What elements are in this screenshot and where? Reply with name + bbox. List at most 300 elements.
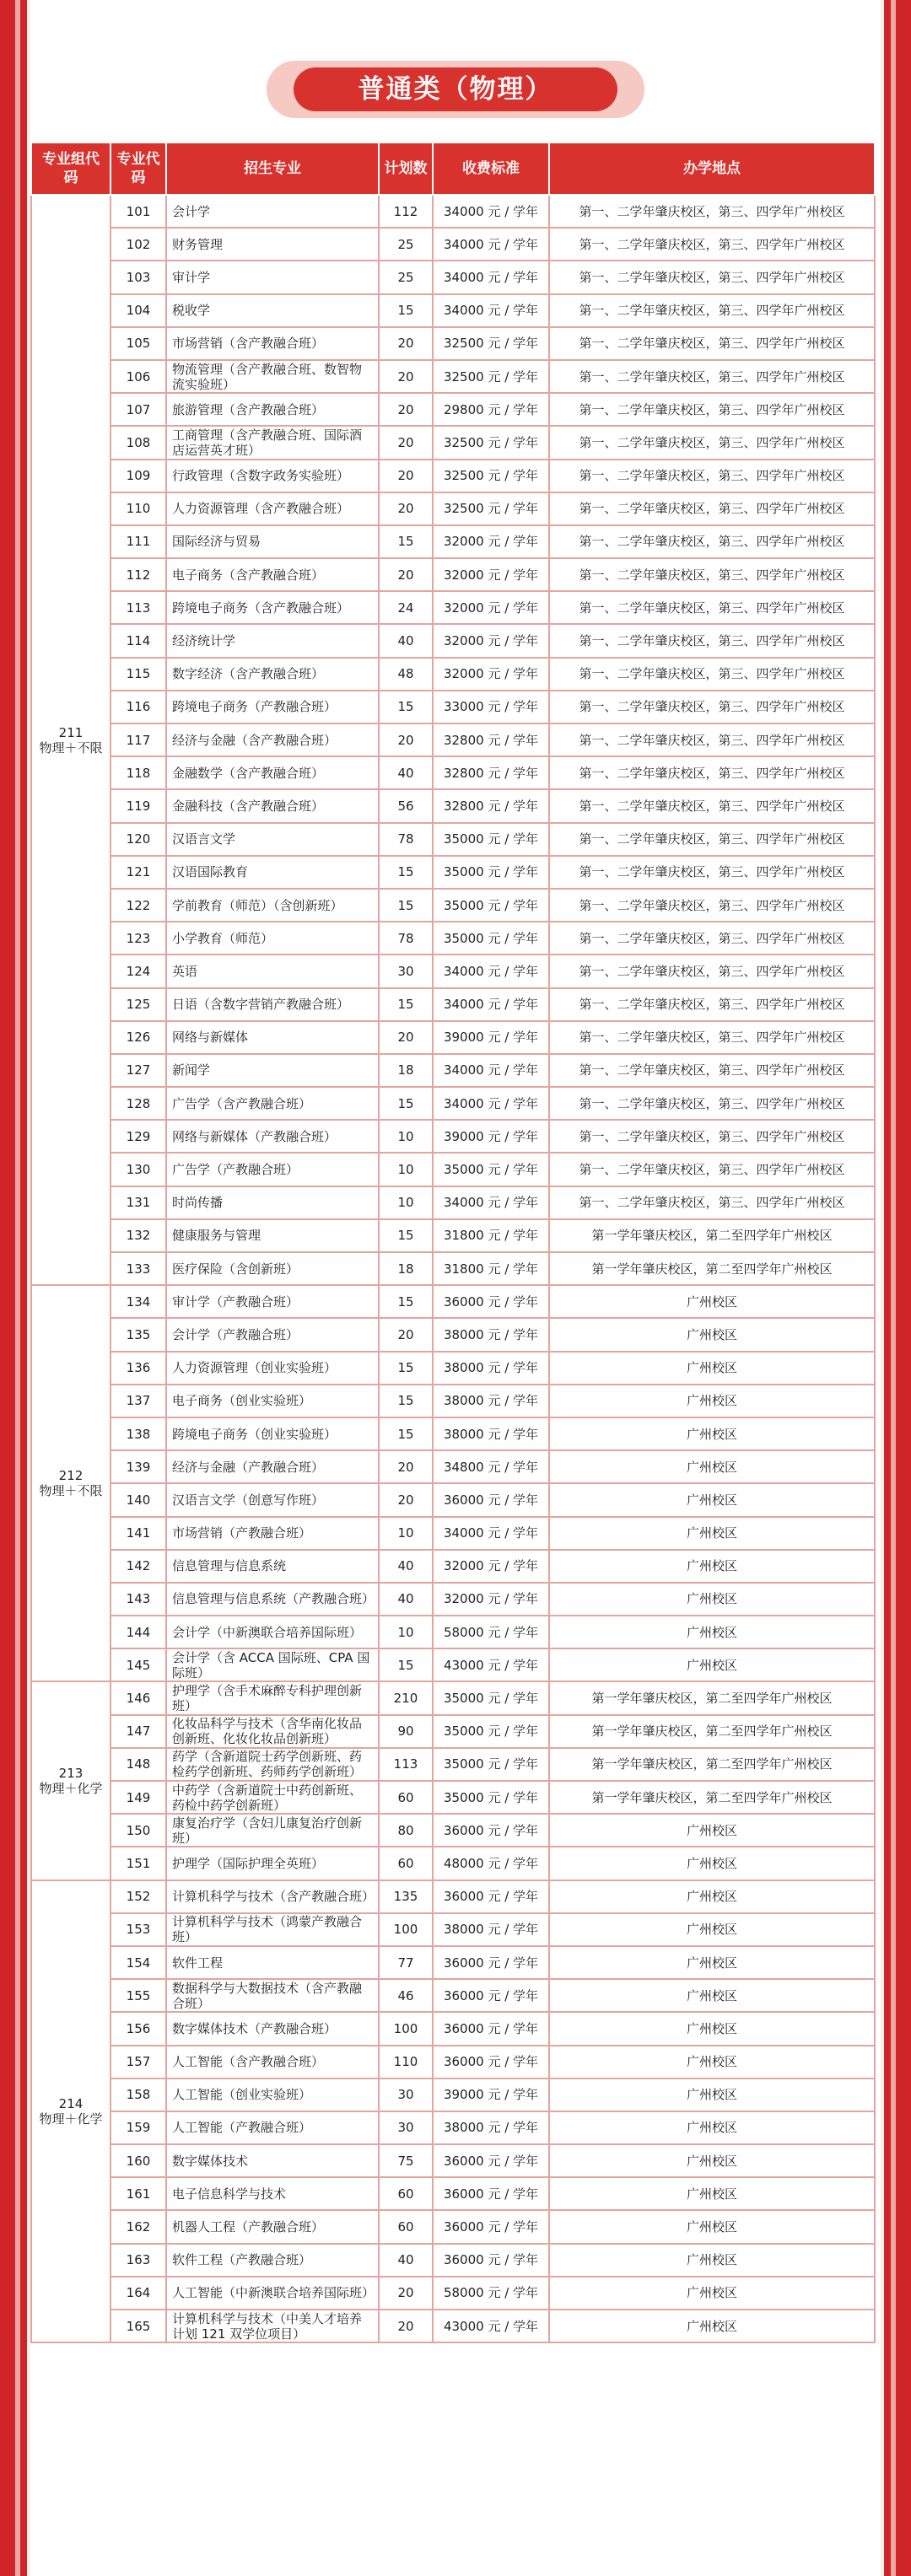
- right-border-decoration: [884, 0, 911, 2576]
- plan-cell: 112: [379, 195, 433, 228]
- fee-cell: 33000 元 / 学年: [433, 691, 549, 723]
- major-name-cell: 电子商务（创业实验班）: [166, 1385, 379, 1417]
- location-cell: 广州校区: [549, 2111, 875, 2144]
- group-cell: [31, 1880, 111, 2343]
- major-name-cell: 软件工程: [166, 1946, 379, 1979]
- plan-cell: 56: [379, 789, 433, 822]
- fee-cell: 35000 元 / 学年: [433, 1153, 549, 1186]
- major-code-cell: 153: [111, 1913, 166, 1946]
- major-code-cell: 114: [111, 624, 166, 657]
- header-fee: 收费标准: [433, 143, 549, 195]
- table-row: [31, 1616, 875, 1648]
- plan-cell: 20: [379, 426, 433, 459]
- title-banner: [267, 61, 644, 118]
- location-cell: 广州校区: [549, 2177, 875, 2210]
- table-row: [31, 1583, 875, 1616]
- location-cell: 广州校区: [549, 1550, 875, 1583]
- table-row: [31, 1946, 875, 1979]
- fee-cell: 32000 元 / 学年: [433, 624, 549, 657]
- plan-cell: 15: [379, 1219, 433, 1252]
- location-cell: 第一、二学年肇庆校区，第三、四学年广州校区: [549, 195, 875, 228]
- fee-cell: 29800 元 / 学年: [433, 393, 549, 426]
- major-code-cell: 150: [111, 1814, 166, 1847]
- major-name-cell: 信息管理与信息系统（产教融合班）: [166, 1583, 379, 1616]
- location-cell: 第一、二学年肇庆校区，第三、四学年广州校区: [549, 492, 875, 525]
- major-name-cell: 护理学（国际护理全英班）: [166, 1847, 379, 1880]
- table-row: [31, 789, 875, 822]
- major-name-cell: 数字媒体技术（产教融合班）: [166, 2012, 379, 2045]
- major-code-cell: 123: [111, 922, 166, 955]
- table-row: [31, 1120, 875, 1153]
- plan-cell: 100: [379, 2012, 433, 2045]
- location-cell: 第一、二学年肇庆校区，第三、四学年广州校区: [549, 1021, 875, 1054]
- location-cell: 第一、二学年肇庆校区，第三、四学年广州校区: [549, 327, 875, 360]
- table-row: [31, 723, 875, 756]
- major-code-cell: 118: [111, 756, 166, 789]
- major-name-cell: 时尚传播: [166, 1186, 379, 1219]
- plan-cell: 30: [379, 2111, 433, 2144]
- plan-cell: 25: [379, 261, 433, 293]
- fee-cell: 34000 元 / 学年: [433, 1054, 549, 1087]
- fee-cell: 35000 元 / 学年: [433, 1748, 549, 1781]
- plan-cell: 46: [379, 1979, 433, 2012]
- location-cell: 广州校区: [549, 2244, 875, 2277]
- table-row: [31, 591, 875, 624]
- group-cell: [31, 1681, 111, 1880]
- fee-cell: 32000 元 / 学年: [433, 525, 549, 558]
- fee-cell: 36000 元 / 学年: [433, 2144, 549, 2177]
- group-code: 214: [58, 2095, 84, 2111]
- fee-cell: 35000 元 / 学年: [433, 823, 549, 856]
- fee-cell: 36000 元 / 学年: [433, 1285, 549, 1318]
- fee-cell: 32500 元 / 学年: [433, 460, 549, 492]
- major-name-cell: 计算机科学与技术（含产教融合班）: [166, 1880, 379, 1913]
- location-cell: 广州校区: [549, 1880, 875, 1913]
- major-code-cell: 124: [111, 955, 166, 987]
- major-name-cell: 小学教育（师范）: [166, 922, 379, 955]
- fee-cell: 35000 元 / 学年: [433, 1715, 549, 1748]
- plan-cell: 48: [379, 658, 433, 691]
- page-title: 普通类（物理）: [294, 67, 617, 111]
- location-cell: 第一、二学年肇庆校区，第三、四学年广州校区: [549, 525, 875, 558]
- fee-cell: 38000 元 / 学年: [433, 1352, 549, 1385]
- location-cell: 第一、二学年肇庆校区，第三、四学年广州校区: [549, 789, 875, 822]
- major-name-cell: 网络与新媒体（产教融合班）: [166, 1120, 379, 1153]
- location-cell: 第一、二学年肇庆校区，第三、四学年广州校区: [549, 723, 875, 756]
- table-row: [31, 228, 875, 261]
- location-cell: 第一学年肇庆校区，第二至四学年广州校区: [549, 1252, 875, 1285]
- fee-cell: 32000 元 / 学年: [433, 591, 549, 624]
- table-row: [31, 1219, 875, 1252]
- header-major-name: 招生专业: [166, 143, 379, 195]
- major-name-cell: 审计学: [166, 261, 379, 293]
- major-code-cell: 137: [111, 1385, 166, 1417]
- location-cell: 第一、二学年肇庆校区，第三、四学年广州校区: [549, 1153, 875, 1186]
- fee-cell: 36000 元 / 学年: [433, 2046, 549, 2079]
- major-code-cell: 104: [111, 294, 166, 327]
- plan-cell: 15: [379, 889, 433, 922]
- major-code-cell: 129: [111, 1120, 166, 1153]
- major-name-cell: 金融数学（含产教融合班）: [166, 756, 379, 789]
- plan-cell: 40: [379, 756, 433, 789]
- major-name-cell: 汉语国际教育: [166, 856, 379, 889]
- major-name-cell: 市场营销（产教融合班）: [166, 1517, 379, 1550]
- major-code-cell: 103: [111, 261, 166, 293]
- location-cell: 广州校区: [549, 1979, 875, 2012]
- location-cell: 第一、二学年肇庆校区，第三、四学年广州校区: [549, 294, 875, 327]
- major-code-cell: 161: [111, 2177, 166, 2210]
- table-body: [31, 195, 875, 2342]
- major-name-cell: 药学（含新道院士药学创新班、药检药学创新班、药师药学创新班）: [166, 1748, 379, 1781]
- table-row: [31, 1352, 875, 1385]
- location-cell: 第一、二学年肇庆校区，第三、四学年广州校区: [549, 1186, 875, 1219]
- major-code-cell: 135: [111, 1318, 166, 1351]
- plan-cell: 15: [379, 1087, 433, 1120]
- major-code-cell: 141: [111, 1517, 166, 1550]
- major-code-cell: 117: [111, 723, 166, 756]
- major-name-cell: 人工智能（产教融合班）: [166, 2111, 379, 2144]
- plan-cell: 40: [379, 1583, 433, 1616]
- fee-cell: 34000 元 / 学年: [433, 294, 549, 327]
- table-row: [31, 1781, 875, 1814]
- fee-cell: 32800 元 / 学年: [433, 789, 549, 822]
- major-name-cell: 跨境电子商务（产教融合班）: [166, 691, 379, 723]
- major-code-cell: 122: [111, 889, 166, 922]
- fee-cell: 34000 元 / 学年: [433, 228, 549, 261]
- fee-cell: 34800 元 / 学年: [433, 1450, 549, 1483]
- major-code-cell: 165: [111, 2310, 166, 2342]
- fee-cell: 36000 元 / 学年: [433, 1814, 549, 1847]
- table-row: [31, 1252, 875, 1285]
- location-cell: 第一、二学年肇庆校区，第三、四学年广州校区: [549, 360, 875, 393]
- fee-cell: 38000 元 / 学年: [433, 1913, 549, 1946]
- plan-cell: 20: [379, 1021, 433, 1054]
- fee-cell: 43000 元 / 学年: [433, 2310, 549, 2342]
- left-border-decoration: [0, 0, 27, 2576]
- plan-cell: 90: [379, 1715, 433, 1748]
- plan-cell: 10: [379, 1153, 433, 1186]
- location-cell: 广州校区: [549, 2210, 875, 2243]
- fee-cell: 36000 元 / 学年: [433, 2210, 549, 2243]
- plan-cell: 20: [379, 723, 433, 756]
- major-name-cell: 行政管理（含数字政务实验班）: [166, 460, 379, 492]
- major-code-cell: 162: [111, 2210, 166, 2243]
- plan-cell: 30: [379, 955, 433, 987]
- major-name-cell: 英语: [166, 955, 379, 987]
- major-name-cell: 旅游管理（含产教融合班）: [166, 393, 379, 426]
- plan-cell: 18: [379, 1054, 433, 1087]
- location-cell: 广州校区: [549, 1318, 875, 1351]
- fee-cell: 39000 元 / 学年: [433, 2079, 549, 2111]
- plan-cell: 20: [379, 2310, 433, 2342]
- major-name-cell: 经济与金融（产教融合班）: [166, 1450, 379, 1483]
- table-row: [31, 823, 875, 856]
- location-cell: 第一、二学年肇庆校区，第三、四学年广州校区: [549, 1120, 875, 1153]
- major-name-cell: 经济与金融（含产教融合班）: [166, 723, 379, 756]
- table-row: [31, 1054, 875, 1087]
- major-name-cell: 广告学（含产教融合班）: [166, 1087, 379, 1120]
- major-name-cell: 化妆品科学与技术（含华南化妆品创新班、化妆化妆品创新班）: [166, 1715, 379, 1748]
- table-row: [31, 1385, 875, 1417]
- table-row: [31, 525, 875, 558]
- major-code-cell: 121: [111, 856, 166, 889]
- major-code-cell: 154: [111, 1946, 166, 1979]
- fee-cell: 36000 元 / 学年: [433, 2244, 549, 2277]
- plan-cell: 15: [379, 1285, 433, 1318]
- location-cell: 第一、二学年肇庆校区，第三、四学年广州校区: [549, 988, 875, 1021]
- major-name-cell: 会计学（中新澳联合培养国际班）: [166, 1616, 379, 1648]
- major-code-cell: 148: [111, 1748, 166, 1781]
- major-name-cell: 人力资源管理（创业实验班）: [166, 1352, 379, 1385]
- fee-cell: 32000 元 / 学年: [433, 1583, 549, 1616]
- major-code-cell: 131: [111, 1186, 166, 1219]
- plan-cell: 210: [379, 1681, 433, 1714]
- major-name-cell: 经济统计学: [166, 624, 379, 657]
- table-row: [31, 955, 875, 987]
- fee-cell: 36000 元 / 学年: [433, 1880, 549, 1913]
- table-row: [31, 1450, 875, 1483]
- major-name-cell: 人工智能（创业实验班）: [166, 2079, 379, 2111]
- fee-cell: 58000 元 / 学年: [433, 1616, 549, 1648]
- major-name-cell: 会计学（产教融合班）: [166, 1318, 379, 1351]
- major-code-cell: 102: [111, 228, 166, 261]
- plan-cell: 60: [379, 2177, 433, 2210]
- plan-cell: 20: [379, 2277, 433, 2310]
- location-cell: 第一、二学年肇庆校区，第三、四学年广州校区: [549, 658, 875, 691]
- major-code-cell: 109: [111, 460, 166, 492]
- fee-cell: 31800 元 / 学年: [433, 1219, 549, 1252]
- major-code-cell: 132: [111, 1219, 166, 1252]
- location-cell: 广州校区: [549, 1616, 875, 1648]
- page-content: [30, 0, 881, 2576]
- location-cell: 第一、二学年肇庆校区，第三、四学年广州校区: [549, 393, 875, 426]
- major-name-cell: 网络与新媒体: [166, 1021, 379, 1054]
- major-name-cell: 会计学: [166, 195, 379, 228]
- table-row: [31, 261, 875, 293]
- major-name-cell: 人力资源管理（含产教融合班）: [166, 492, 379, 525]
- table-row: [31, 1880, 875, 1913]
- location-cell: 第一、二学年肇庆校区，第三、四学年广州校区: [549, 228, 875, 261]
- major-code-cell: 140: [111, 1483, 166, 1516]
- plan-cell: 10: [379, 1186, 433, 1219]
- header-location: 办学地点: [549, 143, 875, 195]
- table-row: [31, 1550, 875, 1583]
- fee-cell: 34000 元 / 学年: [433, 1517, 549, 1550]
- fee-cell: 34000 元 / 学年: [433, 988, 549, 1021]
- plan-cell: 10: [379, 1517, 433, 1550]
- plan-cell: 20: [379, 1318, 433, 1351]
- fee-cell: 32000 元 / 学年: [433, 558, 549, 591]
- major-code-cell: 142: [111, 1550, 166, 1583]
- location-cell: 第一、二学年肇庆校区，第三、四学年广州校区: [549, 1054, 875, 1087]
- major-name-cell: 学前教育（师范）（含创新班）: [166, 889, 379, 922]
- location-cell: 广州校区: [549, 2012, 875, 2045]
- major-code-cell: 108: [111, 426, 166, 459]
- table-row: [31, 1417, 875, 1450]
- table-row: [31, 1681, 875, 1714]
- fee-cell: 43000 元 / 学年: [433, 1648, 549, 1681]
- major-code-cell: 111: [111, 525, 166, 558]
- table-row: [31, 691, 875, 723]
- table-row: [31, 327, 875, 360]
- location-cell: 广州校区: [549, 2046, 875, 2079]
- fee-cell: 32000 元 / 学年: [433, 1550, 549, 1583]
- major-code-cell: 133: [111, 1252, 166, 1285]
- major-name-cell: 财务管理: [166, 228, 379, 261]
- admissions-table: [30, 142, 876, 2343]
- group-subjects: 物理＋化学: [39, 1781, 103, 1796]
- plan-cell: 78: [379, 823, 433, 856]
- plan-cell: 40: [379, 624, 433, 657]
- plan-cell: 60: [379, 2210, 433, 2243]
- major-name-cell: 电子商务（含产教融合班）: [166, 558, 379, 591]
- location-cell: 广州校区: [549, 1814, 875, 1847]
- table-row: [31, 1979, 875, 2012]
- table-row: [31, 426, 875, 459]
- fee-cell: 36000 元 / 学年: [433, 2177, 549, 2210]
- plan-cell: 40: [379, 2244, 433, 2277]
- major-code-cell: 147: [111, 1715, 166, 1748]
- major-name-cell: 审计学（产教融合班）: [166, 1285, 379, 1318]
- major-name-cell: 医疗保险（含创新班）: [166, 1252, 379, 1285]
- major-name-cell: 健康服务与管理: [166, 1219, 379, 1252]
- major-code-cell: 146: [111, 1681, 166, 1714]
- table-row: [31, 1715, 875, 1748]
- location-cell: 第一、二学年肇庆校区，第三、四学年广州校区: [549, 1087, 875, 1120]
- fee-cell: 36000 元 / 学年: [433, 1946, 549, 1979]
- major-code-cell: 157: [111, 2046, 166, 2079]
- major-name-cell: 新闻学: [166, 1054, 379, 1087]
- location-cell: 广州校区: [549, 1483, 875, 1516]
- major-name-cell: 广告学（产教融合班）: [166, 1153, 379, 1186]
- major-name-cell: 人工智能（中新澳联合培养国际班）: [166, 2277, 379, 2310]
- location-cell: 广州校区: [549, 2310, 875, 2342]
- plan-cell: 15: [379, 988, 433, 1021]
- major-name-cell: 跨境电子商务（创业实验班）: [166, 1417, 379, 1450]
- major-code-cell: 105: [111, 327, 166, 360]
- plan-cell: 10: [379, 1120, 433, 1153]
- major-name-cell: 会计学（含 ACCA 国际班、CPA 国际班）: [166, 1648, 379, 1681]
- table-row: [31, 1847, 875, 1880]
- table-row: [31, 889, 875, 922]
- major-name-cell: 机器人工程（产教融合班）: [166, 2210, 379, 2243]
- table-row: [31, 393, 875, 426]
- plan-cell: 20: [379, 492, 433, 525]
- table-row: [31, 2012, 875, 2045]
- fee-cell: 32800 元 / 学年: [433, 756, 549, 789]
- group-cell: [31, 1285, 111, 1681]
- fee-cell: 58000 元 / 学年: [433, 2277, 549, 2310]
- major-name-cell: 康复治疗学（含妇儿康复治疗创新班）: [166, 1814, 379, 1847]
- location-cell: 广州校区: [549, 1913, 875, 1946]
- table-row: [31, 2111, 875, 2144]
- major-code-cell: 116: [111, 691, 166, 723]
- major-code-cell: 126: [111, 1021, 166, 1054]
- plan-cell: 110: [379, 2046, 433, 2079]
- plan-cell: 15: [379, 1385, 433, 1417]
- table-row: [31, 1648, 875, 1681]
- location-cell: 第一、二学年肇庆校区，第三、四学年广州校区: [549, 591, 875, 624]
- plan-cell: 15: [379, 856, 433, 889]
- table-row: [31, 2079, 875, 2111]
- major-name-cell: 汉语言文学（创意写作班）: [166, 1483, 379, 1516]
- fee-cell: 38000 元 / 学年: [433, 2111, 549, 2144]
- fee-cell: 35000 元 / 学年: [433, 856, 549, 889]
- table-row: [31, 1483, 875, 1516]
- fee-cell: 34000 元 / 学年: [433, 1186, 549, 1219]
- header-major-code: 专业代码: [111, 143, 166, 195]
- major-code-cell: 112: [111, 558, 166, 591]
- major-code-cell: 120: [111, 823, 166, 856]
- major-name-cell: 数据科学与大数据技术（含产教融合班）: [166, 1979, 379, 2012]
- table-row: [31, 2210, 875, 2243]
- major-code-cell: 156: [111, 2012, 166, 2045]
- location-cell: 第一、二学年肇庆校区，第三、四学年广州校区: [549, 426, 875, 459]
- table-row: [31, 294, 875, 327]
- table-row: [31, 624, 875, 657]
- fee-cell: 31800 元 / 学年: [433, 1252, 549, 1285]
- group-subjects: 物理＋不限: [39, 1483, 103, 1499]
- location-cell: 第一、二学年肇庆校区，第三、四学年广州校区: [549, 922, 875, 955]
- table-row: [31, 2046, 875, 2079]
- table-row: [31, 195, 875, 228]
- fee-cell: 35000 元 / 学年: [433, 1781, 549, 1814]
- major-code-cell: 158: [111, 2079, 166, 2111]
- table-row: [31, 492, 875, 525]
- location-cell: 第一学年肇庆校区，第二至四学年广州校区: [549, 1748, 875, 1781]
- fee-cell: 39000 元 / 学年: [433, 1120, 549, 1153]
- table-row: [31, 658, 875, 691]
- plan-cell: 15: [379, 691, 433, 723]
- plan-cell: 24: [379, 591, 433, 624]
- table-row: [31, 2144, 875, 2177]
- table-row: [31, 922, 875, 955]
- major-name-cell: 日语（含数字营销产教融合班）: [166, 988, 379, 1021]
- plan-cell: 20: [379, 327, 433, 360]
- plan-cell: 30: [379, 2079, 433, 2111]
- major-name-cell: 人工智能（含产教融合班）: [166, 2046, 379, 2079]
- major-name-cell: 软件工程（产教融合班）: [166, 2244, 379, 2277]
- location-cell: 第一、二学年肇庆校区，第三、四学年广州校区: [549, 856, 875, 889]
- table-row: [31, 988, 875, 1021]
- major-code-cell: 144: [111, 1616, 166, 1648]
- plan-cell: 20: [379, 393, 433, 426]
- group-cell: [31, 195, 111, 1285]
- major-code-cell: 164: [111, 2277, 166, 2310]
- location-cell: 广州校区: [549, 1648, 875, 1681]
- fee-cell: 38000 元 / 学年: [433, 1318, 549, 1351]
- header-plan: 计划数: [379, 143, 433, 195]
- major-name-cell: 计算机科学与技术（中美人才培养计划 121 双学位项目）: [166, 2310, 379, 2342]
- table-row: [31, 1153, 875, 1186]
- fee-cell: 32800 元 / 学年: [433, 723, 549, 756]
- table-row: [31, 2177, 875, 2210]
- location-cell: 第一、二学年肇庆校区，第三、四学年广州校区: [549, 460, 875, 492]
- location-cell: 广州校区: [549, 1417, 875, 1450]
- table-row: [31, 360, 875, 393]
- plan-cell: 15: [379, 1417, 433, 1450]
- major-code-cell: 101: [111, 195, 166, 228]
- location-cell: 第一、二学年肇庆校区，第三、四学年广州校区: [549, 558, 875, 591]
- major-name-cell: 中药学（含新道院士中药创新班、药检中药学创新班）: [166, 1781, 379, 1814]
- major-code-cell: 143: [111, 1583, 166, 1616]
- plan-cell: 135: [379, 1880, 433, 1913]
- fee-cell: 32000 元 / 学年: [433, 658, 549, 691]
- table-row: [31, 2244, 875, 2277]
- major-name-cell: 物流管理（含产教融合班、数智物流实验班）: [166, 360, 379, 393]
- location-cell: 第一学年肇庆校区，第二至四学年广州校区: [549, 1681, 875, 1714]
- location-cell: 广州校区: [549, 1847, 875, 1880]
